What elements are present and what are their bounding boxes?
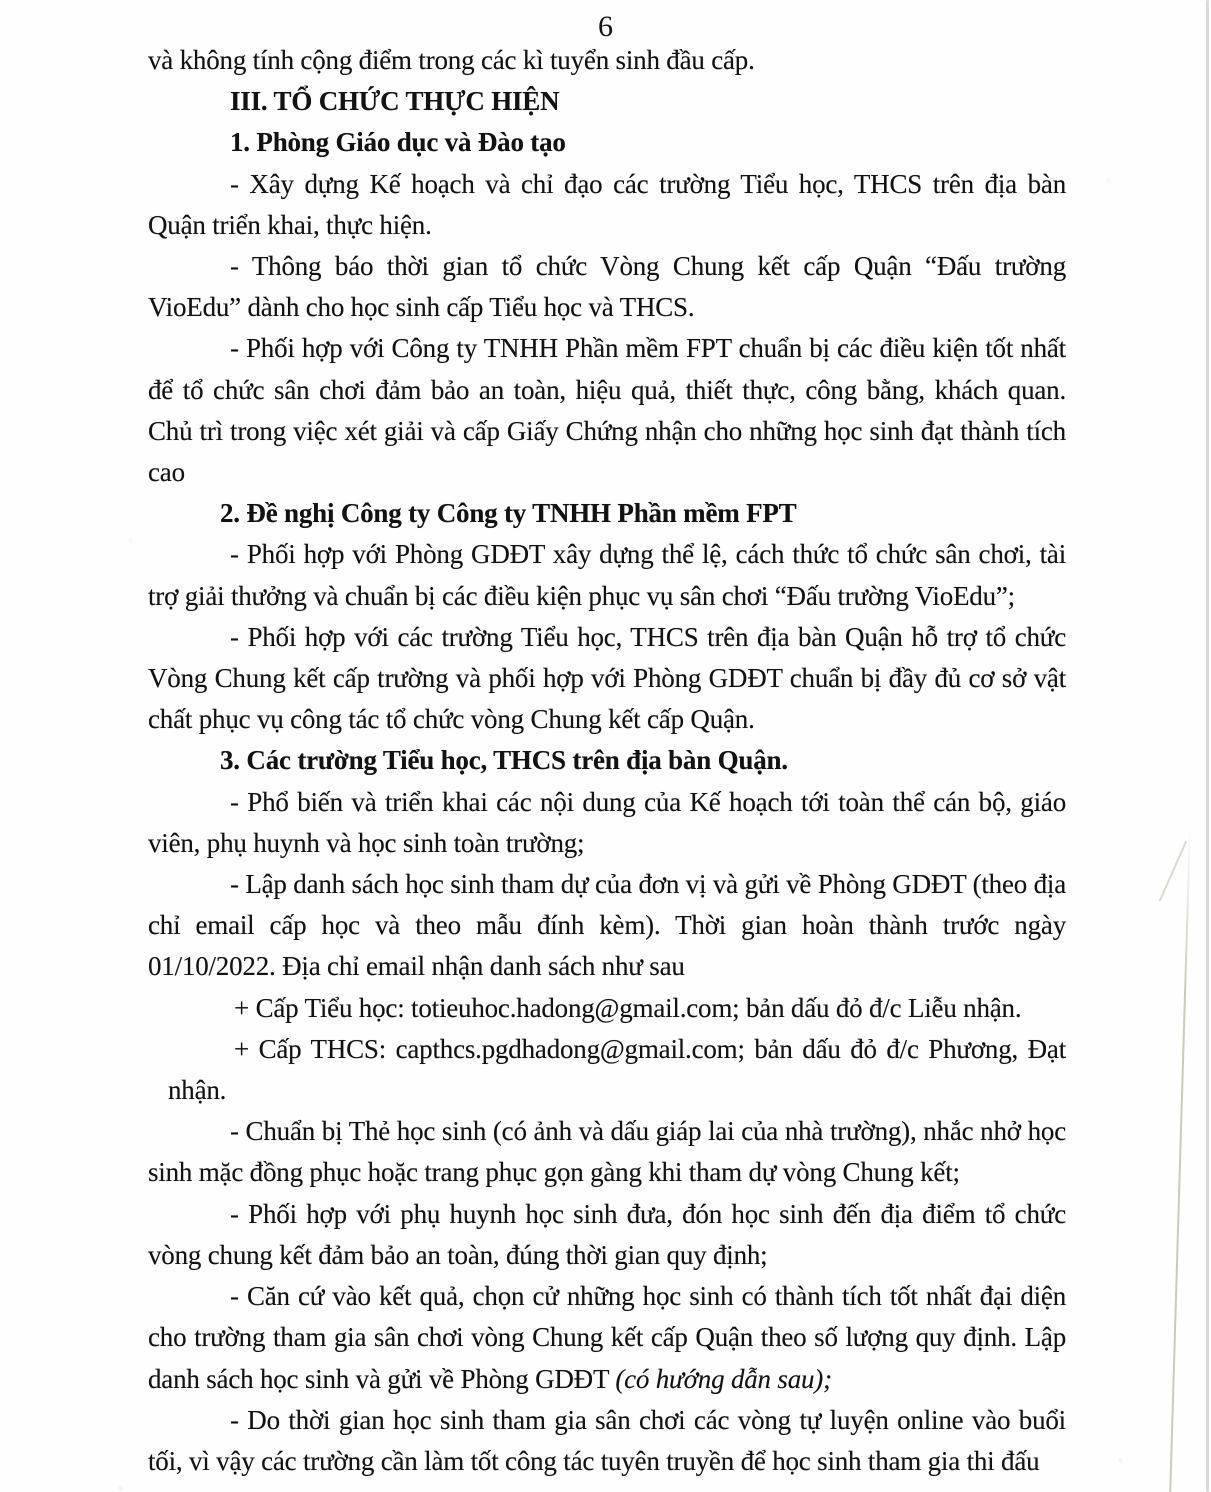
- paragraph-3-do-thoi-gian: [148, 1400, 1066, 1482]
- paragraph-2-phoi-hop-truong: [148, 617, 1066, 741]
- scan-crease-artifact: [1169, 826, 1191, 1492]
- heading-item-2-de-nghi-fpt: [148, 493, 1066, 534]
- text-segment-italic: (có hướng dẫn sau);: [615, 1363, 832, 1394]
- text-segment: - Xây dựng Kế hoạch và chỉ đạo các trường Tiểu học, THCS trên địa bàn Quận triển khai, thực hiện.: [148, 168, 1066, 240]
- text-segment: + Cấp Tiểu học: totieuhoc.hadong@gmail.com; bản dấu đỏ đ/c Liễu nhận.: [234, 992, 1022, 1023]
- heading-section-iii: [148, 81, 1066, 122]
- text-segment: - Phối hợp với các trường Tiểu học, THCS trên địa bàn Quận hỗ trợ tổ chức Vòng Chung kết cấp trường và phối hợp với Phòng GDĐT chuẩn bị đầy đủ cơ sở vật chất phục vụ công tác tổ chức vòng Chung kết cấp Quận.: [148, 621, 1066, 735]
- text-segment: - Phối hợp với Công ty TNHH Phần mềm FPT chuẩn bị các điều kiện tốt nhất để tổ chức sân chơi đảm bảo an toàn, hiệu quả, thiết thực, công bằng, khách quan. Chủ trì trong việc xét giải và cấp Giấy Chứng nhận cho những học sinh đạt thành tích cao: [148, 333, 1066, 488]
- paragraph-1-xay-dung-ke-hoach: [148, 164, 1066, 246]
- text-segment: - Phổ biến và triển khai các nội dung của Kế hoạch tới toàn thể cán bộ, giáo viên, phụ huynh và học sinh toàn trường;: [148, 786, 1066, 858]
- text-segment: - Căn cứ vào kết quả, chọn cử những học sinh có thành tích tốt nhất đại diện cho trường tham gia sân chơi vòng Chung kết cấp Quận theo số lượng quy định. Lập danh sách học sinh và gửi về Phòng GDĐT: [148, 1281, 1066, 1394]
- text-segment: - Lập danh sách học sinh tham dự của đơn vị và gửi về Phòng GDĐT (theo địa chỉ email cấp học và theo mẫu đính kèm). Thời gian hoàn thành trước ngày 01/10/2022. Địa chỉ email nhận danh sách như sau: [148, 869, 1066, 982]
- text-segment: - Phối hợp với phụ huynh học sinh đưa, đón học sinh đến địa điểm tổ chức vòng chung kết đảm bảo an toàn, đúng thời gian quy định;: [148, 1198, 1066, 1270]
- paragraph-3-chuan-bi-the: [148, 1111, 1066, 1193]
- heading-item-3-cac-truong: [148, 740, 1066, 781]
- paragraph-2-phoi-hop-phong-gddt: [148, 534, 1066, 616]
- text-segment: 3. Các trường Tiểu học, THCS trên địa bàn Quận.: [220, 745, 788, 776]
- document-body: [148, 40, 1066, 1482]
- text-segment: và không tính cộng điểm trong các kì tuyển sinh đầu cấp.: [148, 45, 755, 75]
- paragraph-1-thong-bao-thoi-gian: [148, 246, 1066, 328]
- text-segment: - Thông báo thời gian tổ chức Vòng Chung kết cấp Quận “Đấu trường VioEdu” dành cho học sinh cấp Tiểu học và THCS.: [148, 251, 1066, 323]
- paragraph-3-phoi-hop-phu-huynh: [148, 1194, 1066, 1276]
- text-segment: - Do thời gian học sinh tham gia sân chơi các vòng tự luyện online vào buổi tối, vì vậy các trường cần làm tốt công tác tuyên truyền để học sinh tham gia thi đấu: [148, 1404, 1066, 1476]
- scan-page-edge-artifact: [1206, 0, 1209, 1492]
- text-segment: + Cấp THCS: capthcs.pgdhadong@gmail.com; bản dấu đỏ đ/c Phương, Đạt nhận.: [168, 1033, 1066, 1106]
- text-segment: - Phối hợp với Phòng GDĐT xây dựng thể lệ, cách thức tổ chức sân chơi, tài trợ giải thưởng và chuẩn bị các điều kiện phục vụ sân chơi “Đấu trường VioEdu”;: [148, 539, 1066, 611]
- scan-crease-hook-artifact: [1159, 840, 1188, 901]
- page-number: 6: [598, 10, 613, 43]
- text-segment: 1. Phòng Giáo dục và Đào tạo: [230, 127, 566, 158]
- text-segment: - Chuẩn bị Thẻ học sinh (có ảnh và dấu giáp lai của nhà trường), nhắc nhở học sinh mặc đồng phục hoặc trang phục gọn gàng khi tham dự vòng Chung kết;: [148, 1116, 1066, 1188]
- scan-noise-specks: [0, 0, 1, 1]
- text-segment: 2. Đề nghị Công ty Công ty TNHH Phần mềm FPT: [220, 498, 797, 529]
- paragraph-1-phoi-hop-fpt: [148, 328, 1066, 493]
- paragraph-3-lap-danh-sach: [148, 864, 1066, 988]
- paragraph-3-email-thcs: [148, 1029, 1066, 1111]
- paragraph-3-email-tieu-hoc: [148, 988, 1066, 1029]
- heading-item-1-phong-gddt: [148, 122, 1066, 163]
- paragraph-3-pho-bien: [148, 782, 1066, 864]
- text-segment: III. TỔ CHỨC THỰC HIỆN: [230, 86, 560, 117]
- paragraph-continuation-intro: [148, 40, 1066, 81]
- paragraph-3-can-cu-ket-qua: [148, 1276, 1066, 1400]
